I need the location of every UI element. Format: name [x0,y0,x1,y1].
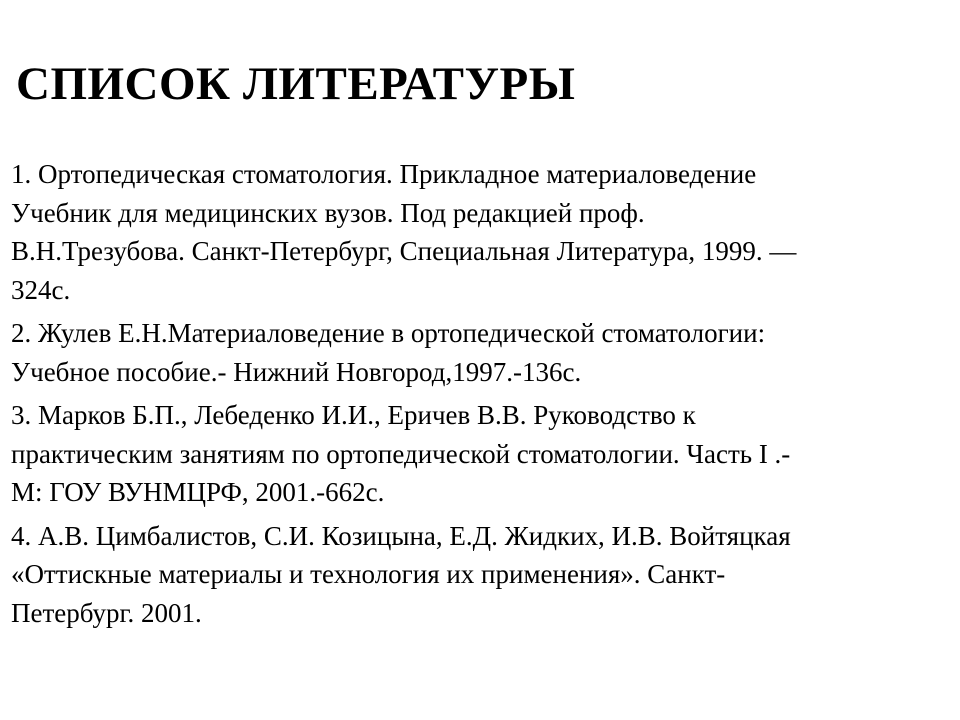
slide-title: СПИСОК ЛИТЕРАТУРЫ [16,58,576,110]
reference-line: М: ГОУ ВУНМЦРФ, 2001.-662с. [11,477,385,507]
reference-item [11,517,946,633]
reference-line: «Оттискные материалы и технология их применения». Санкт- [11,559,726,589]
reference-item [11,314,946,391]
reference-line: 3. Марков Б.П., Лебеденко И.И., Еричев В.В. Руководство к [11,400,696,430]
reference-line: практическим занятиям по ортопедической стоматологии. Часть I .- [11,438,791,469]
reference-line: 1. Ортопедическая стоматология. Прикладное материаловедение [11,159,757,189]
reference-list [11,155,946,637]
reference-line: Учебник для медицинских вузов. Под редакцией проф. [11,197,645,228]
reference-item [11,396,946,512]
reference-line: В.Н.Трезубова. Санкт-Петербург, Специальная Литература, 1999. — [11,236,797,266]
reference-line: Петербург. 2001. [11,597,202,628]
reference-line: 2. Жулев Е.Н.Материаловедение в ортопедической стоматологии: [11,318,766,348]
reference-line: Учебное пособие.- Нижний Новгород,1997.-136с. [11,356,582,387]
reference-line: 4. А.В. Цимбалистов, С.И. Козицына, Е.Д. Жидких, И.В. Войтяцкая [11,520,791,551]
reference-item [11,155,946,309]
reference-line: 324с. [11,274,71,305]
